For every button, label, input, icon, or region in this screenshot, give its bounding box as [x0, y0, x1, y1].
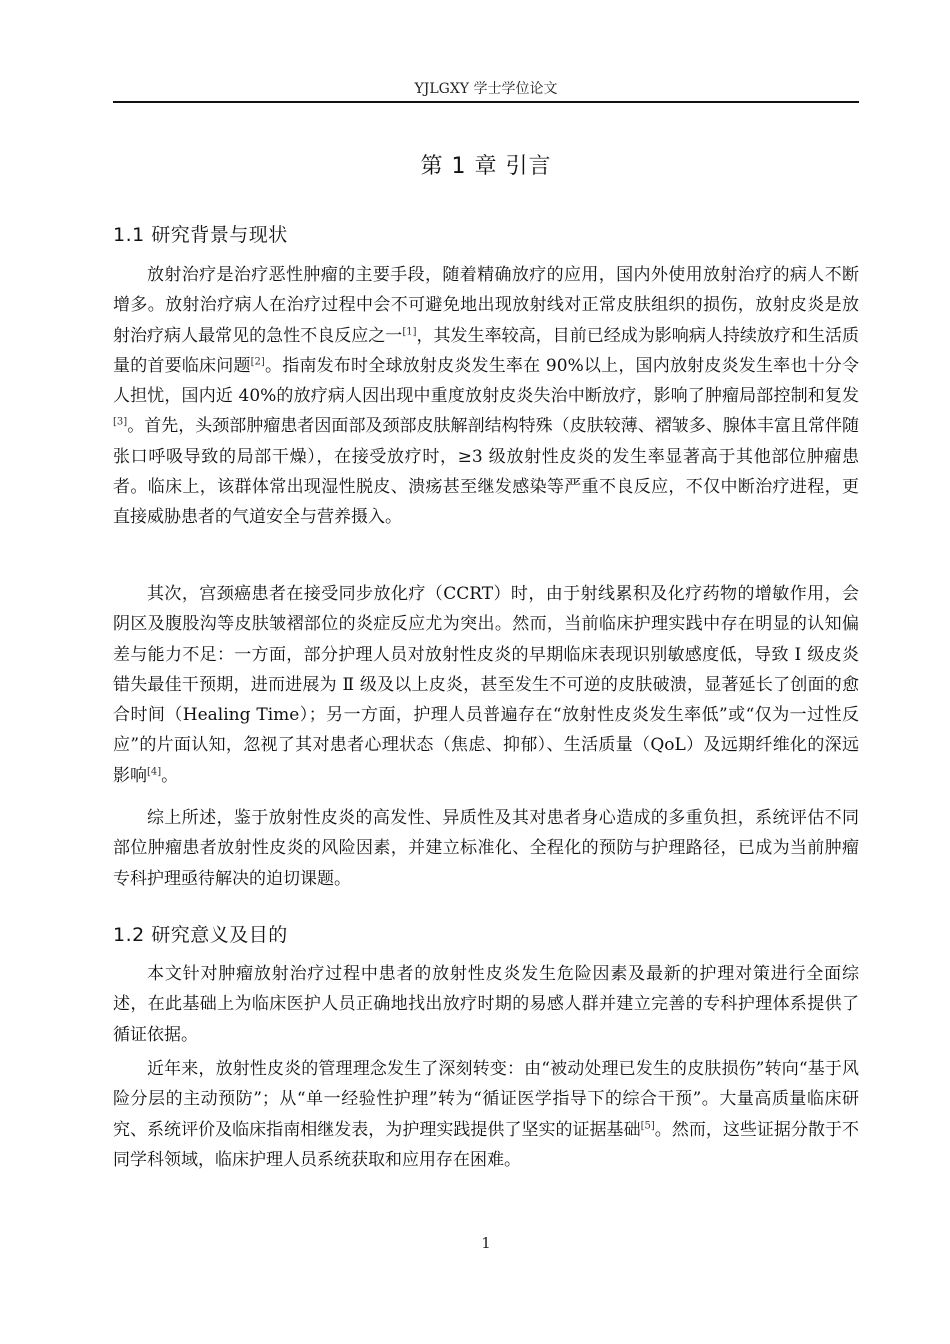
paragraph-significance-2	[113, 1054, 859, 1175]
citation-ref: [4]	[147, 766, 162, 778]
paragraph-text: 近年来，放射性皮炎的管理理念发生了深刻转变：由“被动处理已发生的皮肤损伤”转向“基于风险分层的主动预防”；从“单一经验性护理”转为“循证医学指导下的综合干预”。大量高质量临床研究、系统评价及临床指南相继发表，为护理实践提供了坚实的证据基础	[113, 1059, 859, 1140]
paragraph-text: 。然而，这些证据分散于不同学科领域，临床护理人员系统获取和应用存在困难。	[113, 1119, 860, 1170]
paragraph-background-2	[113, 579, 859, 791]
paragraph-background-3: 综上所述，鉴于放射性皮炎的高发性、异质性及其对患者身心造成的多重负担，系统评估不同部位肿瘤患者放射性皮炎的风险因素，并建立标准化、全程化的预防与护理路径，已成为当前肿瘤专科护理亟待解决的迫切课题。	[113, 808, 859, 889]
section-heading-1-2: 1.2 研究意义及目的	[113, 924, 288, 946]
paragraph-background-1	[113, 260, 859, 533]
citation-ref: [5]	[640, 1119, 655, 1131]
citation-ref: [1]	[402, 325, 417, 337]
paragraph-text: ，其发生率较高，目前已经成为影响病人持续放疗和生活质量的首要临床问题	[113, 325, 859, 376]
running-header: YJLGXY 学士学位论文	[414, 81, 558, 97]
chapter-title: 第 1 章 引言	[420, 154, 552, 179]
paragraph-significance-1: 本文针对肿瘤放射治疗过程中患者的放射性皮炎发生危险因素及最新的护理对策进行全面综述，在此基础上为临床医护人员正确地找出放疗时期的易感人群并建立完善的专科护理体系提供了循证依据。	[113, 964, 859, 1045]
paragraph-text: 。指南发布时全球放射皮炎发生率在 90%以上，国内放射皮炎发生率也十分令人担忧，国内近 40%的放疗病人因出现中重度放射皮炎失治中断放疗，影响了肿瘤局部控制和复发	[113, 355, 860, 407]
paragraph-text: 放射治疗是治疗恶性肿瘤的主要手段，随着精确放疗的应用，国内外使用放射治疗的病人不断增多。放射治疗病人在治疗过程中会不可避免地出现放射线对正常皮肤组织的损伤，放射皮炎是放射治疗病人最常见的急性不良反应之一	[113, 265, 859, 346]
page-number: 1	[481, 1234, 491, 1252]
paragraph-text: 。	[161, 765, 179, 786]
paragraph-text: 其次，宫颈癌患者在接受同步放化疗（CCRT）时，由于射线累积及化疗药物的增敏作用，会阴区及腹股沟等皮肤皱褶部位的炎症反应尤为突出。然而，当前临床护理实践中存在明显的认知偏差与能力不足：一方面，部分护理人员对放射性皮炎的早期临床表现识别敏感度低，导致 Ⅰ 级皮炎错失最佳干预期，进而进展为 Ⅱ 级及以上皮炎，甚至发生不可逆的皮肤破溃，显著延长了创面的愈合时间（Healing Time）；另一方面，护理人员普遍存在“放射性皮炎发生率低”或“仅为一过性反应”的片面认知，忽视了其对患者心理状态（焦虑、抑郁）、生活质量（QoL）及远期纤维化的深远影响	[113, 584, 859, 786]
paragraph-text: 。首先，头颈部肿瘤患者因面部及颈部皮肤解剖结构特殊（皮肤较薄、褶皱多、腺体丰富且常伴随张口呼吸导致的局部干燥），在接受放疗时，≥3 级放射性皮炎的发生率显著高于其他部位肿瘤患者。临床上，该群体常出现湿性脱皮、溃疡甚至继发感染等严重不良反应，不仅中断治疗进程，更直接威胁患者的气道安全与营养摄入。	[113, 416, 859, 528]
citation-ref: [3]	[113, 416, 128, 428]
header-rule	[113, 101, 859, 103]
citation-ref: [2]	[250, 356, 265, 368]
section-heading-1-1: 1.1 研究背景与现状	[113, 224, 288, 246]
